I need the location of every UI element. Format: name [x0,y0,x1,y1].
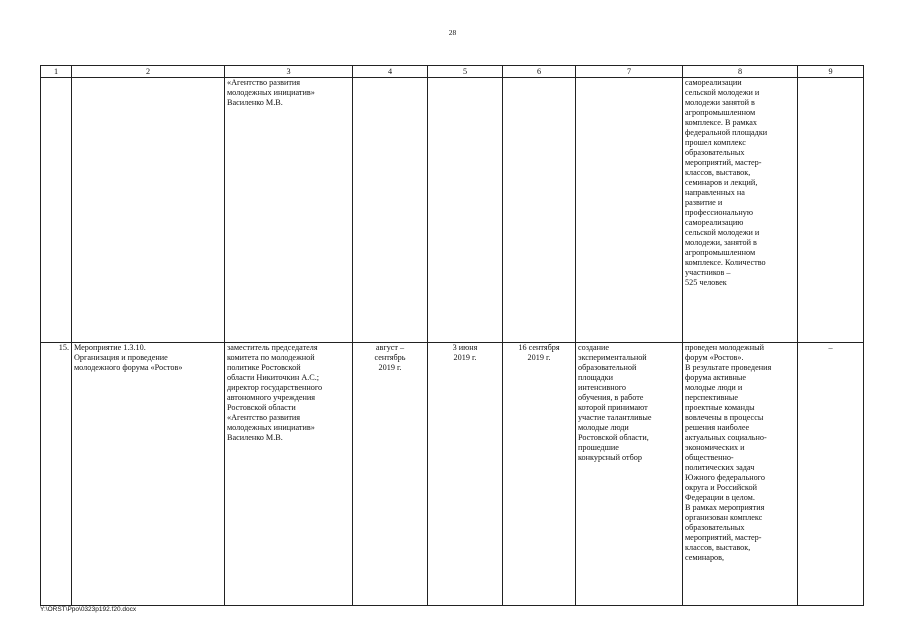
cell-notes: – [798,343,864,606]
cell-line: создание [578,343,610,352]
cell-line: директор государственного [227,383,323,392]
cell-start-date [428,78,503,343]
cell-line: семинаров, [685,553,725,562]
page-number: 28 [448,28,457,37]
cell-line: Федерации в целом. [685,493,755,502]
cell-line: направленных на [685,188,745,197]
cell-line: проектные команды [685,403,755,412]
cell-end-date [503,343,576,606]
cell-line: 2019 г. [527,353,551,362]
header-col-9: 9 [798,66,864,78]
cell-start-date [428,343,503,606]
cell-line: молодежных инициатив» [227,423,315,432]
cell-line: 2019 г. [453,353,477,362]
cell-line: 525 человек [685,278,727,287]
cell-line: прошел комплекс [685,138,746,147]
cell-line: комитета по молодежной [227,353,315,362]
header-row [41,66,864,78]
cell-line: классов, выставок, [685,168,751,177]
cell-line: семинаров и лекций, [685,178,758,187]
cell-line: которой принимают [578,403,648,412]
cell-line: обучения, в работе [578,393,644,402]
cell-line: Организация и проведение [74,353,168,362]
cell-notes [798,78,864,343]
cell-line: 2019 г. [378,363,402,372]
cell-event [72,343,225,606]
cell-line: политических задач [685,463,755,472]
header-col-3: 3 [225,66,353,78]
cell-line: комплексе. В рамках [685,118,758,127]
cell-line: сельской молодежи и [685,88,760,97]
cell-line: сентябрь [374,353,406,362]
cell-line: экспериментальной [578,353,647,362]
header-col-6: 6 [503,66,576,78]
cell-line: Ростовской области, [578,433,649,442]
header-col-1: 1 [41,66,72,78]
cell-line: перспективные [685,393,738,402]
cell-event [72,78,225,343]
cell-planned-term [353,343,428,606]
cell-number: 15. [41,343,72,606]
cell-line: Мероприятие 1.3.10. [74,343,146,352]
cell-line: проведен молодежный [685,343,764,352]
cell-line: решения наиболее [685,423,750,432]
cell-line: агропромышленном [685,248,756,257]
cell-line: молодежных инициатив» [227,88,315,97]
cell-line: вовлечены в процессы [685,413,764,422]
cell-actual-result [683,78,798,343]
table-row-15 [41,343,864,606]
cell-line: агропромышленном [685,108,756,117]
cell-line: округа и Российской [685,483,757,492]
cell-line: мероприятий, мастер- [685,533,762,542]
cell-line: самореализацию [685,218,744,227]
cell-line: актуальных социально- [685,433,767,442]
header-col-4: 4 [353,66,428,78]
cell-line: экономических и [685,443,745,452]
cell-line: молодые люди [578,423,629,432]
cell-line: «Агентство развития [227,78,301,87]
cell-responsible [225,78,353,343]
cell-planned-term [353,78,428,343]
cell-line: форум «Ростов». [685,353,744,362]
cell-line: Василенко М.В. [227,98,283,107]
cell-line: 3 июня [452,343,478,352]
cell-line: конкурсный отбор [578,453,642,462]
file-path-footer: Y:\ORST\Ppo\0323p192.f20.docx [40,606,137,613]
cell-line: организован комплекс [685,513,763,522]
cell-line: Василенко М.В. [227,433,283,442]
cell-line: молодежи занятой в [685,98,755,107]
cell-line: молодежи, занятой в [685,238,757,247]
cell-line: интенсивного [578,383,626,392]
cell-line: мероприятий, мастер- [685,158,762,167]
cell-line: образовательных [685,148,745,157]
cell-responsible [225,343,353,606]
cell-line: В рамках мероприятия [685,503,765,512]
cell-line: «Агентство развития [227,413,301,422]
cell-line: участников – [685,268,731,277]
cell-line: образовательной [578,363,637,372]
cell-end-date [503,78,576,343]
cell-line: 16 сентября [518,343,560,352]
header-col-5: 5 [428,66,503,78]
cell-line: заместитель председателя [227,343,318,352]
cell-line: прошедшие [578,443,619,452]
cell-line: развитие и [685,198,723,207]
cell-line: В результате проведения [685,363,772,372]
header-col-7: 7 [576,66,683,78]
cell-line: участие талантливые [578,413,652,422]
cell-line: август – [375,343,405,352]
cell-line: форума активные [685,373,747,382]
cell-line: области Никиточкин А.С.; [227,373,320,382]
cell-line: федеральной площадки [685,128,768,137]
cell-expected-result [576,78,683,343]
cell-line: молодежного форума «Ростов» [74,363,183,372]
cell-line: молодые люди и [685,383,743,392]
cell-line: Южного федерального [685,473,765,482]
cell-line: Ростовской области [227,403,296,412]
cell-line: комплексе. Количество [685,258,766,267]
header-col-8: 8 [683,66,798,78]
cell-line: сельской молодежи и [685,228,760,237]
cell-line: профессиональную [685,208,753,217]
cell-line: классов, выставок, [685,543,751,552]
cell-line: самореализации [685,78,742,87]
header-col-2: 2 [72,66,225,78]
report-table [40,65,864,606]
cell-actual-result [683,343,798,606]
cell-line: политике Ростовской [227,363,301,372]
cell-line: автономного учреждения [227,393,316,402]
cell-expected-result [576,343,683,606]
cell-line: общественно- [685,453,734,462]
table-row-continuation [41,78,864,343]
cell-number [41,78,72,343]
cell-line: образовательных [685,523,745,532]
cell-line: площадки [578,373,614,382]
